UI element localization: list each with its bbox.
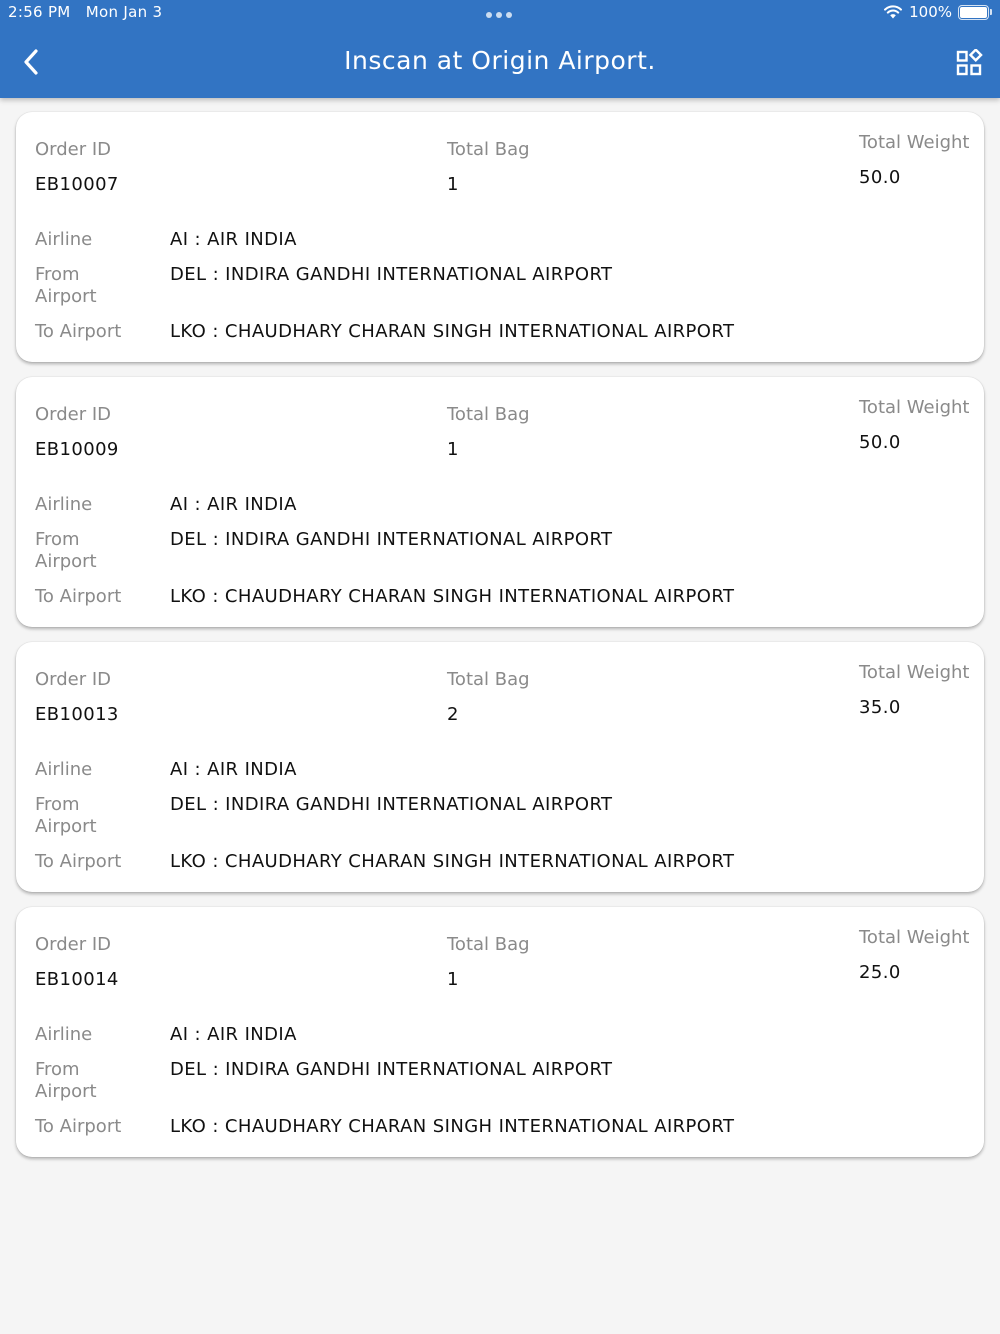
order-card[interactable] (16, 907, 984, 1157)
from-airport-value: DEL : INDIRA GANDHI INTERNATIONAL AIRPORT (170, 1059, 613, 1080)
total-weight-label: Total Weight (859, 662, 970, 683)
total-weight-value: 25.0 (859, 962, 901, 983)
status-date: Mon Jan 3 (85, 3, 163, 21)
order-id-label: Order ID (35, 669, 112, 690)
order-id-label: Order ID (35, 934, 112, 955)
total-weight-label: Total Weight (859, 927, 970, 948)
from-airport-label: From Airport (35, 794, 97, 837)
total-weight-value: 50.0 (859, 167, 901, 188)
airline-label: Airline (35, 759, 93, 780)
total-weight-value: 50.0 (859, 432, 901, 453)
order-id-value: EB10007 (35, 174, 119, 195)
to-airport-value: LKO : CHAUDHARY CHARAN SINGH INTERNATIONAL AIRPORT (170, 321, 735, 342)
order-list (16, 112, 986, 1172)
airline-value: AI : AIR INDIA (170, 1024, 297, 1045)
to-airport-label: To Airport (35, 321, 122, 342)
airline-label: Airline (35, 1024, 93, 1045)
airline-value: AI : AIR INDIA (170, 229, 297, 250)
page-title: Inscan at Origin Airport. (344, 46, 656, 75)
grid-view-icon (955, 49, 983, 77)
total-bag-label: Total Bag (447, 404, 530, 425)
airline-value: AI : AIR INDIA (170, 494, 297, 515)
status-bar-right (883, 3, 992, 21)
status-bar-time-date (8, 3, 162, 21)
battery-icon (958, 5, 992, 20)
to-airport-value: LKO : CHAUDHARY CHARAN SINGH INTERNATIONAL AIRPORT (170, 586, 735, 607)
airline-label: Airline (35, 229, 93, 250)
order-id-value: EB10013 (35, 704, 119, 725)
to-airport-value: LKO : CHAUDHARY CHARAN SINGH INTERNATIONAL AIRPORT (170, 1116, 735, 1137)
order-id-value: EB10009 (35, 439, 119, 460)
to-airport-value: LKO : CHAUDHARY CHARAN SINGH INTERNATIONAL AIRPORT (170, 851, 735, 872)
status-time: 2:56 PM (8, 3, 71, 21)
order-id-label: Order ID (35, 139, 112, 160)
multitasking-dots-icon[interactable] (486, 12, 512, 18)
total-bag-value: 1 (447, 174, 459, 195)
battery-percentage: 100% (909, 3, 952, 21)
app-header (0, 0, 1000, 98)
grid-view-button[interactable] (952, 46, 986, 80)
total-weight-label: Total Weight (859, 397, 970, 418)
from-airport-label: From Airport (35, 529, 97, 572)
from-airport-value: DEL : INDIRA GANDHI INTERNATIONAL AIRPORT (170, 264, 613, 285)
from-airport-value: DEL : INDIRA GANDHI INTERNATIONAL AIRPORT (170, 794, 613, 815)
wifi-icon (883, 4, 903, 20)
airline-value: AI : AIR INDIA (170, 759, 297, 780)
from-airport-label: From Airport (35, 1059, 97, 1102)
total-weight-value: 35.0 (859, 697, 901, 718)
total-bag-label: Total Bag (447, 139, 530, 160)
to-airport-label: To Airport (35, 1116, 122, 1137)
total-bag-value: 1 (447, 969, 459, 990)
total-bag-label: Total Bag (447, 669, 530, 690)
total-bag-label: Total Bag (447, 934, 530, 955)
order-id-label: Order ID (35, 404, 112, 425)
from-airport-label: From Airport (35, 264, 97, 307)
to-airport-label: To Airport (35, 586, 122, 607)
total-bag-value: 1 (447, 439, 459, 460)
order-id-value: EB10014 (35, 969, 119, 990)
from-airport-value: DEL : INDIRA GANDHI INTERNATIONAL AIRPORT (170, 529, 613, 550)
total-bag-value: 2 (447, 704, 459, 725)
order-card[interactable] (16, 112, 984, 362)
to-airport-label: To Airport (35, 851, 122, 872)
order-card[interactable] (16, 642, 984, 892)
airline-label: Airline (35, 494, 93, 515)
total-weight-label: Total Weight (859, 132, 970, 153)
order-card[interactable] (16, 377, 984, 627)
